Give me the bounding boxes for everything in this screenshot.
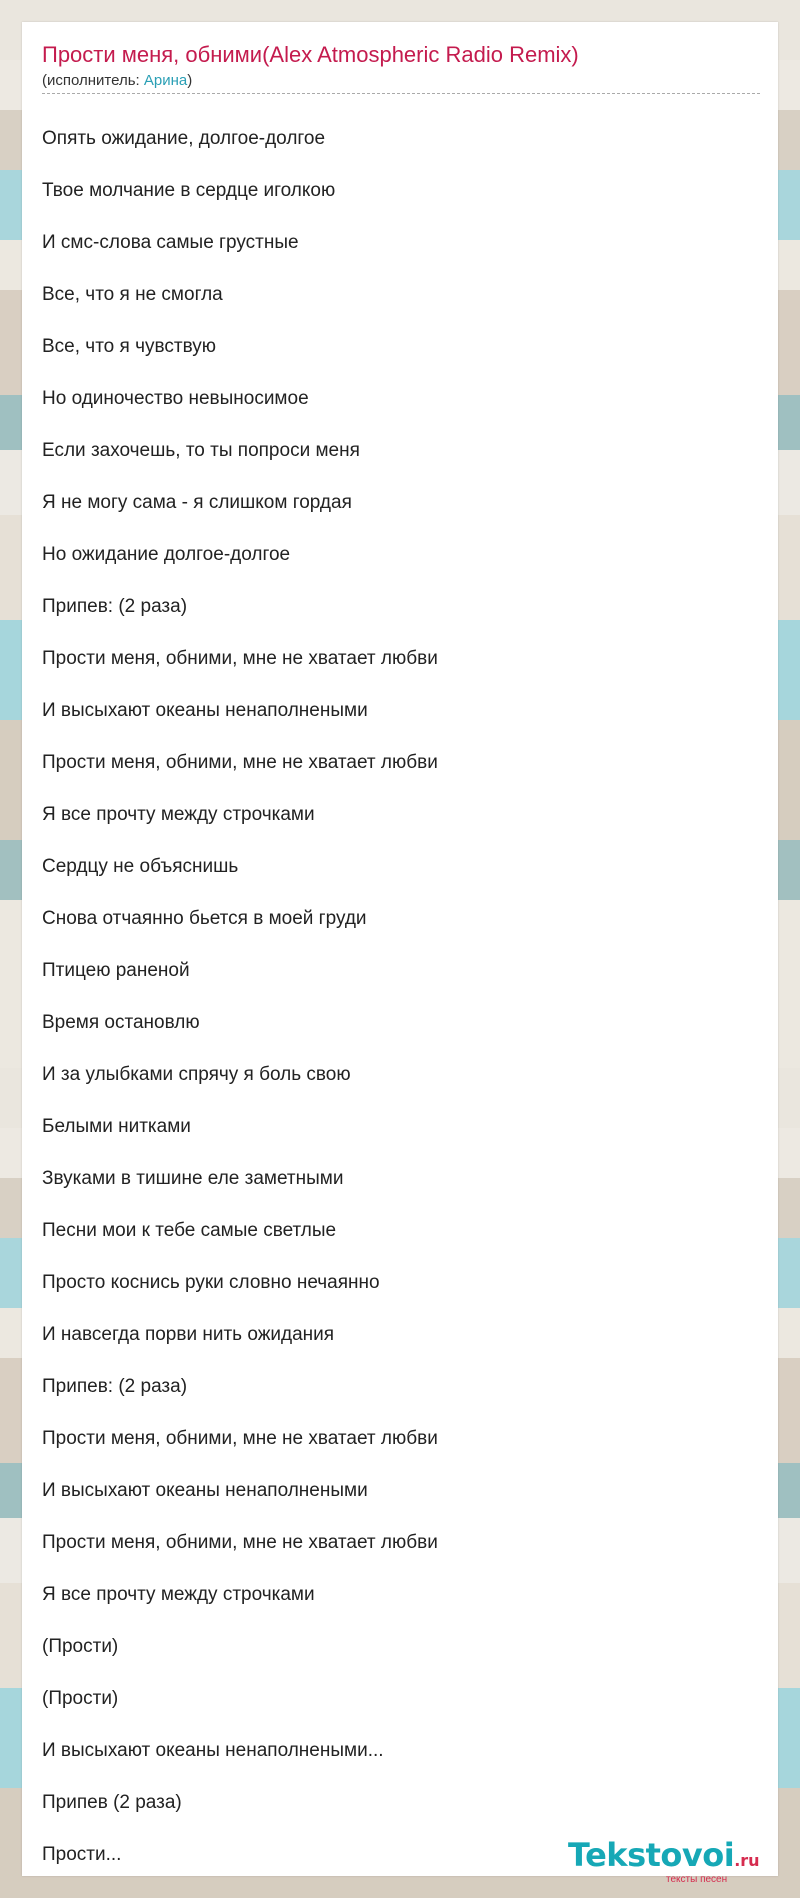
lyric-line: Опять ожидание, долгое-долгое [42, 128, 326, 149]
lyric-line: Прости меня, обними, мне не хватает любви [42, 752, 438, 773]
lyric-line: Снова отчаянно бьется в моей груди [42, 908, 367, 929]
logo-wordmark [568, 1836, 760, 1874]
lyric-line: Прости меня, обними, мне не хватает любви [42, 648, 438, 669]
lyric-line: Песни мои к тебе самые светлые [42, 1220, 337, 1241]
lyrics-list [42, 128, 438, 1896]
lyric-line: Все, что я не смогла [42, 284, 223, 305]
lyric-line: Просто коснись руки словно нечаянно [42, 1272, 380, 1293]
logo-tagline: тексты песен [666, 1874, 728, 1885]
lyric-line: Припев (2 раза) [42, 1792, 182, 1813]
lyric-line: Время остановлю [42, 1012, 200, 1033]
lyric-line: Но ожидание долгое-долгое [42, 544, 291, 565]
lyric-line: Сердцу не объяснишь [42, 856, 239, 877]
lyric-line: Прости... [42, 1844, 122, 1865]
lyric-line: Прости меня, обними, мне не хватает любви [42, 1428, 438, 1449]
lyrics-page [22, 22, 778, 1885]
lyric-line: Белыми нитками [42, 1116, 191, 1137]
lyric-line: И навсегда порви нить ожидания [42, 1324, 335, 1345]
lyric-line: Я не могу сама - я слишком гордая [42, 492, 352, 513]
lyric-line: Припев: (2 раза) [42, 1376, 188, 1397]
lyric-line: Но одиночество невыносимое [42, 388, 309, 409]
lyric-line: И высыхают океаны ненаполнеными... [42, 1740, 384, 1761]
lyric-line: Твое молчание в сердце иголкою [42, 180, 336, 201]
lyric-line: Я все прочту между строчками [42, 804, 315, 825]
lyric-line: И смс-слова самые грустные [42, 232, 299, 253]
artist-link[interactable]: Арина [143, 72, 188, 89]
lyric-line: Птицею раненой [42, 960, 190, 981]
lyric-line: (Прости) [42, 1636, 119, 1657]
artist-prefix: (исполнитель: [42, 72, 144, 89]
lyric-line: И высыхают океаны ненаполнеными [42, 700, 368, 721]
lyric-line: Все, что я чувствую [42, 336, 217, 357]
lyric-line: Я все прочту между строчками [42, 1584, 315, 1605]
lyric-line: Припев: (2 раза) [42, 596, 188, 617]
logo-domain-suffix: .ru [734, 1851, 760, 1870]
artist-suffix: ) [187, 72, 193, 89]
lyric-line: (Прости) [42, 1688, 119, 1709]
site-logo[interactable] [568, 1836, 768, 1886]
lyric-line: Звуками в тишине еле заметными [42, 1168, 344, 1189]
lyric-line: Если захочешь, то ты попроси меня [42, 440, 360, 461]
lyric-line: И высыхают океаны ненаполнеными [42, 1480, 368, 1501]
lyric-line: Прости меня, обними, мне не хватает любви [42, 1532, 438, 1553]
artist-line [42, 72, 760, 94]
lyric-line: И за улыбками спрячу я боль свою [42, 1064, 351, 1085]
logo-main-text: Tekstovoi [568, 1836, 735, 1874]
song-title: Прости меня, обними(Alex Atmospheric Radio Remix) [42, 42, 579, 67]
